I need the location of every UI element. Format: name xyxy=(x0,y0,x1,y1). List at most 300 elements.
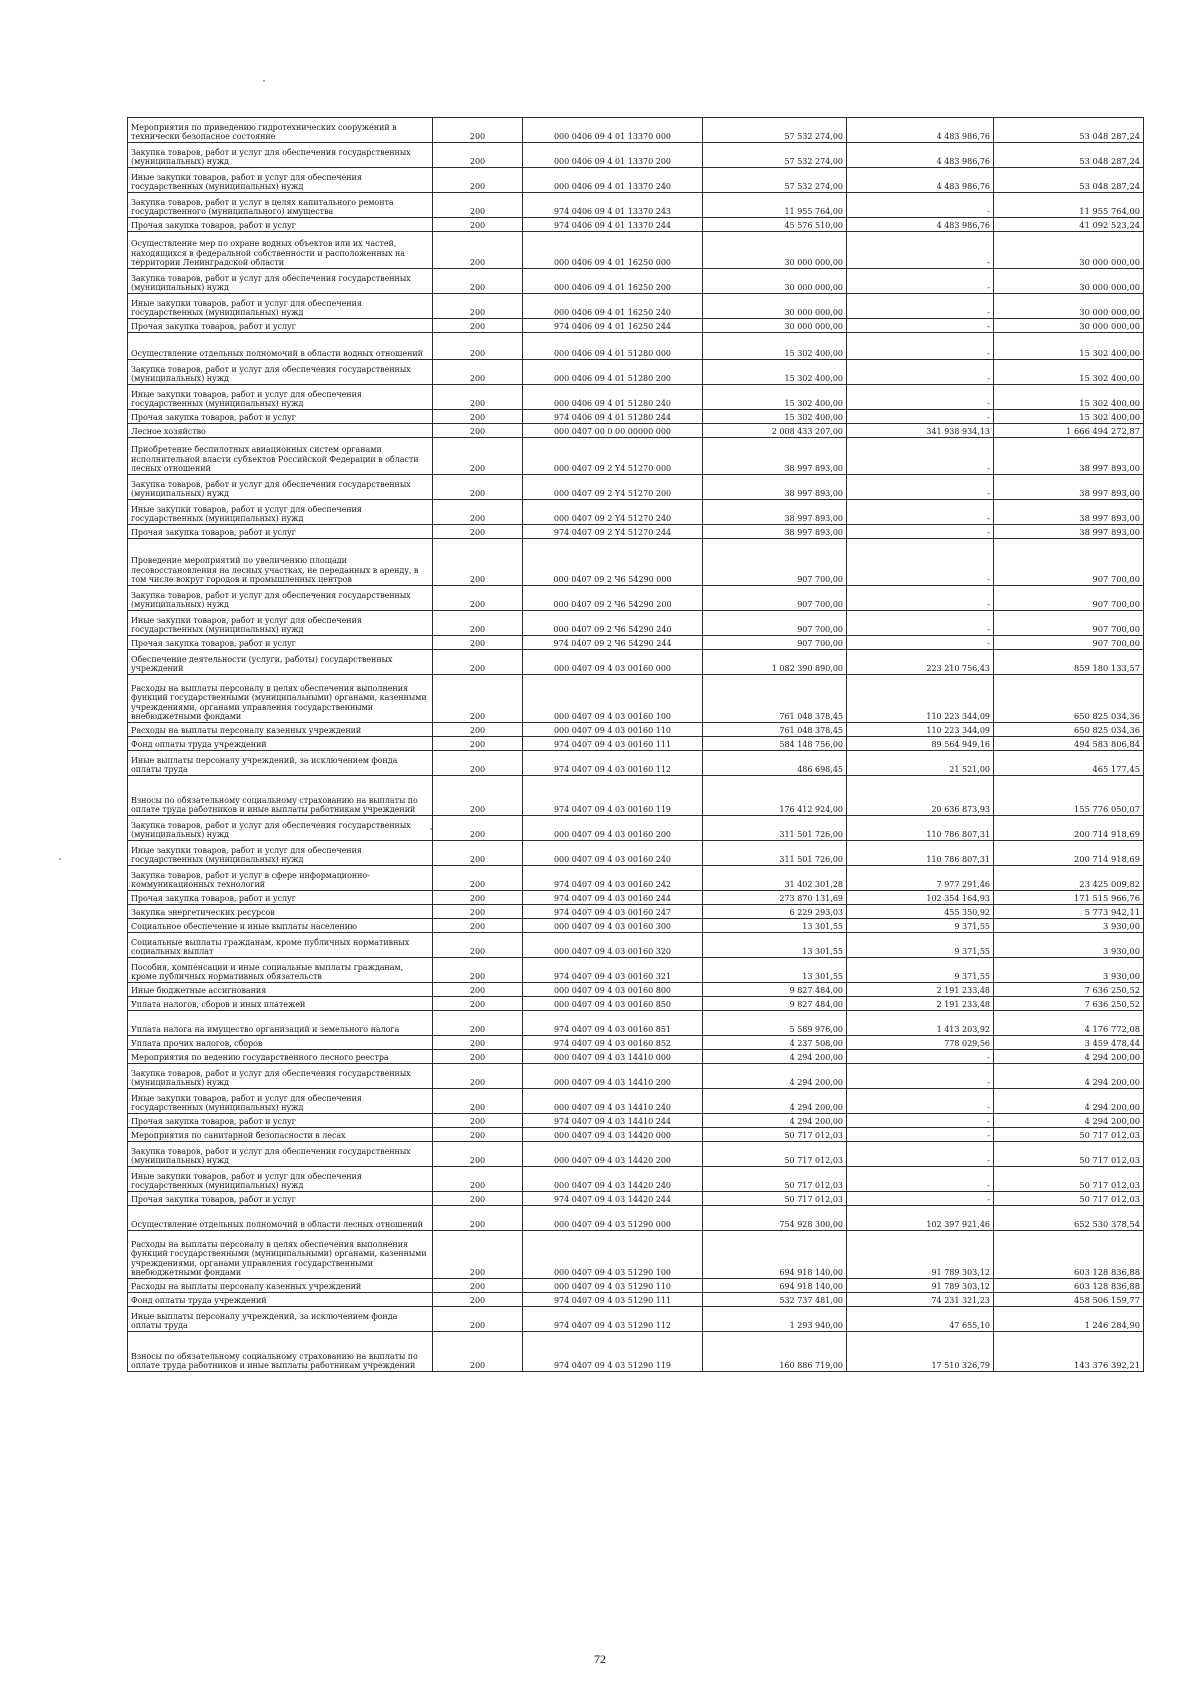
row-approved-amount: 694 918 140,00 xyxy=(703,1231,847,1279)
table-row xyxy=(128,475,1144,500)
row-name: Закупка товаров, работ и услуг для обеспечения государственных (муниципальных) нужд xyxy=(128,475,433,500)
table-row xyxy=(128,333,1144,360)
table-row xyxy=(128,723,1144,737)
row-classification-code: 974 0407 09 2 Ч6 54290 244 xyxy=(523,636,703,650)
row-line-code: 200 xyxy=(433,905,523,919)
row-name: Прочая закупка товаров, работ и услуг xyxy=(128,1192,433,1206)
row-executed-amount: 17 510 326,79 xyxy=(847,1332,994,1372)
row-line-code: 200 xyxy=(433,737,523,751)
row-executed-amount: - xyxy=(847,269,994,294)
row-remaining-amount: 155 776 050,07 xyxy=(994,776,1144,816)
row-classification-code: 000 0407 09 4 03 00160 300 xyxy=(523,919,703,933)
row-remaining-amount: 907 700,00 xyxy=(994,636,1144,650)
row-remaining-amount: 53 048 287,24 xyxy=(994,143,1144,168)
row-classification-code: 000 0406 09 4 01 16250 240 xyxy=(523,294,703,319)
table-row xyxy=(128,143,1144,168)
row-approved-amount: 532 737 481,00 xyxy=(703,1293,847,1307)
row-executed-amount: 4 483 986,76 xyxy=(847,143,994,168)
row-classification-code: 974 0407 09 4 03 00160 112 xyxy=(523,751,703,776)
row-approved-amount: 2 008 433 207,00 xyxy=(703,424,847,438)
row-line-code: 200 xyxy=(433,636,523,650)
row-approved-amount: 15 302 400,00 xyxy=(703,410,847,424)
row-executed-amount: 4 483 986,76 xyxy=(847,118,994,143)
row-name: Уплата прочих налогов, сборов xyxy=(128,1036,433,1050)
row-approved-amount: 11 955 764,00 xyxy=(703,193,847,218)
row-approved-amount: 907 700,00 xyxy=(703,611,847,636)
scan-speck xyxy=(430,828,432,830)
row-classification-code: 974 0407 09 4 03 00160 321 xyxy=(523,958,703,983)
row-remaining-amount: 907 700,00 xyxy=(994,586,1144,611)
row-remaining-amount: 652 530 378,54 xyxy=(994,1206,1144,1231)
table-row xyxy=(128,891,1144,905)
row-line-code: 200 xyxy=(433,723,523,737)
row-name: Иные закупки товаров, работ и услуг для обеспечения государственных (муниципальных) нужд xyxy=(128,294,433,319)
row-name: Расходы на выплаты персоналу казенных учреждений xyxy=(128,723,433,737)
row-classification-code: 000 0406 09 4 01 16250 200 xyxy=(523,269,703,294)
row-line-code: 200 xyxy=(433,539,523,586)
row-line-code: 200 xyxy=(433,1167,523,1192)
row-remaining-amount: 50 717 012,03 xyxy=(994,1167,1144,1192)
row-line-code: 200 xyxy=(433,958,523,983)
row-classification-code: 000 0407 09 4 03 51290 000 xyxy=(523,1206,703,1231)
row-executed-amount: 91 789 303,12 xyxy=(847,1279,994,1293)
table-row xyxy=(128,118,1144,143)
table-row xyxy=(128,500,1144,525)
row-name: Осуществление мер по охране водных объектов или их частей, находящихся в федеральной собственности и расположенных на территории Ленинградской области xyxy=(128,232,433,269)
row-remaining-amount: 7 636 250,52 xyxy=(994,997,1144,1011)
row-classification-code: 000 0407 09 2 Ч6 54290 000 xyxy=(523,539,703,586)
table-row xyxy=(128,1279,1144,1293)
row-approved-amount: 4 294 200,00 xyxy=(703,1114,847,1128)
row-approved-amount: 31 402 301,28 xyxy=(703,866,847,891)
row-line-code: 200 xyxy=(433,891,523,905)
row-line-code: 200 xyxy=(433,1114,523,1128)
row-name: Закупка товаров, работ и услуг для обеспечения государственных (муниципальных) нужд xyxy=(128,360,433,385)
row-approved-amount: 9 827 484,00 xyxy=(703,983,847,997)
row-classification-code: 000 0407 09 2 Ч6 54290 200 xyxy=(523,586,703,611)
row-line-code: 200 xyxy=(433,475,523,500)
row-remaining-amount: 907 700,00 xyxy=(994,611,1144,636)
row-line-code: 200 xyxy=(433,1307,523,1332)
row-line-code: 200 xyxy=(433,983,523,997)
row-approved-amount: 45 576 510,00 xyxy=(703,218,847,232)
row-executed-amount: - xyxy=(847,1167,994,1192)
row-classification-code: 974 0407 09 4 03 14410 244 xyxy=(523,1114,703,1128)
row-approved-amount: 5 589 976,00 xyxy=(703,1011,847,1036)
row-executed-amount: 110 786 807,31 xyxy=(847,816,994,841)
row-executed-amount: 778 029,56 xyxy=(847,1036,994,1050)
row-name: Социальное обеспечение и иные выплаты населению xyxy=(128,919,433,933)
row-classification-code: 000 0406 09 4 01 13370 200 xyxy=(523,143,703,168)
row-approved-amount: 761 048 378,45 xyxy=(703,723,847,737)
row-name: Осуществление отдельных полномочий в области лесных отношений xyxy=(128,1206,433,1231)
row-name: Закупка товаров, работ и услуг для обеспечения государственных (муниципальных) нужд xyxy=(128,1064,433,1089)
table-row xyxy=(128,751,1144,776)
table-row xyxy=(128,1231,1144,1279)
row-classification-code: 000 0407 09 4 03 00160 850 xyxy=(523,997,703,1011)
row-remaining-amount: 603 128 836,88 xyxy=(994,1231,1144,1279)
row-name: Закупка товаров, работ и услуг для обеспечения государственных (муниципальных) нужд xyxy=(128,143,433,168)
row-name: Прочая закупка товаров, работ и услуг xyxy=(128,891,433,905)
row-remaining-amount: 30 000 000,00 xyxy=(994,269,1144,294)
row-name: Закупка энергетических ресурсов xyxy=(128,905,433,919)
row-executed-amount: - xyxy=(847,539,994,586)
row-line-code: 200 xyxy=(433,385,523,410)
row-classification-code: 000 0406 09 4 01 51280 000 xyxy=(523,333,703,360)
row-line-code: 200 xyxy=(433,933,523,958)
table-row xyxy=(128,776,1144,816)
table-row xyxy=(128,841,1144,866)
row-executed-amount: - xyxy=(847,475,994,500)
row-approved-amount: 311 501 726,00 xyxy=(703,841,847,866)
row-line-code: 200 xyxy=(433,1089,523,1114)
row-classification-code: 000 0407 00 0 00 00000 000 xyxy=(523,424,703,438)
row-remaining-amount: 53 048 287,24 xyxy=(994,118,1144,143)
row-executed-amount: 21 521,00 xyxy=(847,751,994,776)
table-row xyxy=(128,1167,1144,1192)
row-line-code: 200 xyxy=(433,816,523,841)
row-name: Иные выплаты персоналу учреждений, за исключением фонда оплаты труда xyxy=(128,751,433,776)
row-approved-amount: 50 717 012,03 xyxy=(703,1192,847,1206)
row-approved-amount: 30 000 000,00 xyxy=(703,232,847,269)
row-classification-code: 000 0407 09 2 Y4 51270 200 xyxy=(523,475,703,500)
table-row xyxy=(128,525,1144,539)
row-line-code: 200 xyxy=(433,611,523,636)
row-approved-amount: 13 301,55 xyxy=(703,958,847,983)
row-executed-amount: 4 483 986,76 xyxy=(847,168,994,193)
row-line-code: 200 xyxy=(433,143,523,168)
row-name: Закупка товаров, работ и услуг в сфере информационно-коммуникационных технологий xyxy=(128,866,433,891)
table-row xyxy=(128,586,1144,611)
row-remaining-amount: 4 294 200,00 xyxy=(994,1064,1144,1089)
row-remaining-amount: 38 997 893,00 xyxy=(994,438,1144,475)
table-row xyxy=(128,1192,1144,1206)
row-line-code: 200 xyxy=(433,866,523,891)
table-row xyxy=(128,410,1144,424)
row-name: Уплата налога на имущество организаций и земельного налога xyxy=(128,1011,433,1036)
row-classification-code: 974 0407 09 4 03 00160 242 xyxy=(523,866,703,891)
table-row xyxy=(128,866,1144,891)
row-name: Мероприятия по санитарной безопасности в лесах xyxy=(128,1128,433,1142)
row-remaining-amount: 38 997 893,00 xyxy=(994,500,1144,525)
row-line-code: 200 xyxy=(433,997,523,1011)
row-classification-code: 974 0406 09 4 01 51280 244 xyxy=(523,410,703,424)
row-classification-code: 000 0406 09 4 01 51280 240 xyxy=(523,385,703,410)
row-remaining-amount: 494 583 806,84 xyxy=(994,737,1144,751)
row-remaining-amount: 650 825 034,36 xyxy=(994,723,1144,737)
row-approved-amount: 486 698,45 xyxy=(703,751,847,776)
row-remaining-amount: 4 294 200,00 xyxy=(994,1050,1144,1064)
row-remaining-amount: 458 506 159,77 xyxy=(994,1293,1144,1307)
row-classification-code: 000 0407 09 4 03 51290 100 xyxy=(523,1231,703,1279)
row-line-code: 200 xyxy=(433,919,523,933)
table-row xyxy=(128,438,1144,475)
table-row xyxy=(128,1011,1144,1036)
row-approved-amount: 38 997 893,00 xyxy=(703,475,847,500)
row-remaining-amount: 4 294 200,00 xyxy=(994,1089,1144,1114)
row-approved-amount: 15 302 400,00 xyxy=(703,333,847,360)
row-name: Прочая закупка товаров, работ и услуг xyxy=(128,410,433,424)
row-executed-amount: 2 191 233,48 xyxy=(847,997,994,1011)
row-executed-amount: - xyxy=(847,1142,994,1167)
row-line-code: 200 xyxy=(433,675,523,723)
row-approved-amount: 4 294 200,00 xyxy=(703,1050,847,1064)
row-line-code: 200 xyxy=(433,232,523,269)
row-approved-amount: 38 997 893,00 xyxy=(703,438,847,475)
scan-speck xyxy=(59,858,61,860)
row-line-code: 200 xyxy=(433,269,523,294)
row-approved-amount: 38 997 893,00 xyxy=(703,500,847,525)
row-executed-amount: - xyxy=(847,333,994,360)
row-name: Взносы по обязательному социальному страхованию на выплаты по оплате труда работников и иные выплаты работникам учреждений xyxy=(128,1332,433,1372)
row-approved-amount: 30 000 000,00 xyxy=(703,319,847,333)
row-classification-code: 000 0407 09 4 03 00160 320 xyxy=(523,933,703,958)
row-name: Прочая закупка товаров, работ и услуг xyxy=(128,525,433,539)
row-line-code: 200 xyxy=(433,218,523,232)
row-remaining-amount: 53 048 287,24 xyxy=(994,168,1144,193)
row-executed-amount: 20 636 873,93 xyxy=(847,776,994,816)
row-classification-code: 000 0407 09 4 03 00160 240 xyxy=(523,841,703,866)
row-name: Иные закупки товаров, работ и услуг для обеспечения государственных (муниципальных) нужд xyxy=(128,385,433,410)
row-executed-amount: 102 397 921,46 xyxy=(847,1206,994,1231)
table-row xyxy=(128,1332,1144,1372)
row-classification-code: 000 0407 09 2 Y4 51270 000 xyxy=(523,438,703,475)
table-row xyxy=(128,816,1144,841)
row-remaining-amount: 603 128 836,88 xyxy=(994,1279,1144,1293)
row-executed-amount: - xyxy=(847,232,994,269)
row-classification-code: 000 0407 09 4 03 14420 240 xyxy=(523,1167,703,1192)
row-name: Закупка товаров, работ и услуг для обеспечения государственных (муниципальных) нужд xyxy=(128,1142,433,1167)
row-name: Закупка товаров, работ и услуг для обеспечения государственных (муниципальных) нужд xyxy=(128,586,433,611)
row-remaining-amount: 30 000 000,00 xyxy=(994,232,1144,269)
row-approved-amount: 4 294 200,00 xyxy=(703,1064,847,1089)
row-line-code: 200 xyxy=(433,1011,523,1036)
row-name: Иные закупки товаров, работ и услуг для обеспечения государственных (муниципальных) нужд xyxy=(128,1167,433,1192)
row-classification-code: 974 0407 09 2 Y4 51270 244 xyxy=(523,525,703,539)
table-row xyxy=(128,424,1144,438)
row-line-code: 200 xyxy=(433,1231,523,1279)
row-executed-amount: - xyxy=(847,438,994,475)
row-classification-code: 000 0407 09 4 03 51290 110 xyxy=(523,1279,703,1293)
row-executed-amount: - xyxy=(847,636,994,650)
row-name: Иные закупки товаров, работ и услуг для обеспечения государственных (муниципальных) нужд xyxy=(128,611,433,636)
row-executed-amount: 2 191 233,48 xyxy=(847,983,994,997)
row-line-code: 200 xyxy=(433,841,523,866)
row-name: Иные закупки товаров, работ и услуг для обеспечения государственных (муниципальных) нужд xyxy=(128,168,433,193)
table-row xyxy=(128,294,1144,319)
row-classification-code: 974 0407 09 4 03 51290 119 xyxy=(523,1332,703,1372)
row-name: Уплата налогов, сборов и иных платежей xyxy=(128,997,433,1011)
page-number: 72 xyxy=(594,1652,606,1666)
row-remaining-amount: 38 997 893,00 xyxy=(994,525,1144,539)
table-row xyxy=(128,218,1144,232)
row-remaining-amount: 3 930,00 xyxy=(994,958,1144,983)
row-remaining-amount: 200 714 918,69 xyxy=(994,841,1144,866)
row-approved-amount: 907 700,00 xyxy=(703,636,847,650)
row-name: Прочая закупка товаров, работ и услуг xyxy=(128,319,433,333)
table-row xyxy=(128,1064,1144,1089)
row-executed-amount: 110 786 807,31 xyxy=(847,841,994,866)
table-row xyxy=(128,636,1144,650)
row-name: Мероприятия по приведению гидротехнических сооружений в технически безопасное состояние xyxy=(128,118,433,143)
row-line-code: 200 xyxy=(433,1206,523,1231)
row-name: Иные закупки товаров, работ и услуг для обеспечения государственных (муниципальных) нужд xyxy=(128,500,433,525)
row-classification-code: 000 0407 09 4 03 14420 000 xyxy=(523,1128,703,1142)
row-executed-amount: - xyxy=(847,586,994,611)
table-row xyxy=(128,319,1144,333)
row-remaining-amount: 50 717 012,03 xyxy=(994,1142,1144,1167)
row-line-code: 200 xyxy=(433,751,523,776)
row-classification-code: 000 0407 09 4 03 14420 200 xyxy=(523,1142,703,1167)
row-executed-amount: - xyxy=(847,360,994,385)
row-name: Закупка товаров, работ и услуг для обеспечения государственных (муниципальных) нужд xyxy=(128,816,433,841)
row-executed-amount: - xyxy=(847,294,994,319)
table-row xyxy=(128,193,1144,218)
row-remaining-amount: 859 180 133,57 xyxy=(994,650,1144,675)
row-approved-amount: 50 717 012,03 xyxy=(703,1142,847,1167)
row-remaining-amount: 15 302 400,00 xyxy=(994,385,1144,410)
row-executed-amount: - xyxy=(847,385,994,410)
row-name: Прочая закупка товаров, работ и услуг xyxy=(128,1114,433,1128)
row-line-code: 200 xyxy=(433,319,523,333)
row-line-code: 200 xyxy=(433,1192,523,1206)
row-remaining-amount: 3 930,00 xyxy=(994,919,1144,933)
row-line-code: 200 xyxy=(433,360,523,385)
row-remaining-amount: 4 294 200,00 xyxy=(994,1114,1144,1128)
row-classification-code: 000 0407 09 4 03 00160 200 xyxy=(523,816,703,841)
row-approved-amount: 1 082 390 890,00 xyxy=(703,650,847,675)
row-classification-code: 974 0407 09 4 03 00160 244 xyxy=(523,891,703,905)
row-classification-code: 000 0407 09 4 03 00160 110 xyxy=(523,723,703,737)
row-name: Расходы на выплаты персоналу в целях обеспечения выполнения функций государственными (муниципальными) органами, казенными учреждениями, органами управления государственными внебюджетными фондами xyxy=(128,1231,433,1279)
table-row xyxy=(128,360,1144,385)
row-approved-amount: 694 918 140,00 xyxy=(703,1279,847,1293)
row-executed-amount: 91 789 303,12 xyxy=(847,1231,994,1279)
row-approved-amount: 50 717 012,03 xyxy=(703,1128,847,1142)
row-remaining-amount: 7 636 250,52 xyxy=(994,983,1144,997)
row-line-code: 200 xyxy=(433,294,523,319)
row-approved-amount: 50 717 012,03 xyxy=(703,1167,847,1192)
row-name: Социальные выплаты гражданам, кроме публичных нормативных социальных выплат xyxy=(128,933,433,958)
row-approved-amount: 176 412 924,00 xyxy=(703,776,847,816)
row-classification-code: 000 0407 09 4 03 14410 200 xyxy=(523,1064,703,1089)
row-remaining-amount: 50 717 012,03 xyxy=(994,1192,1144,1206)
row-approved-amount: 1 293 940,00 xyxy=(703,1307,847,1332)
row-approved-amount: 311 501 726,00 xyxy=(703,816,847,841)
row-approved-amount: 9 827 484,00 xyxy=(703,997,847,1011)
row-line-code: 200 xyxy=(433,650,523,675)
row-classification-code: 000 0406 09 4 01 16250 000 xyxy=(523,232,703,269)
table-row xyxy=(128,1293,1144,1307)
row-line-code: 200 xyxy=(433,586,523,611)
row-executed-amount: - xyxy=(847,1064,994,1089)
budget-table-body xyxy=(128,118,1144,1372)
row-line-code: 200 xyxy=(433,410,523,424)
table-row xyxy=(128,997,1144,1011)
table-row xyxy=(128,1089,1144,1114)
row-name: Фонд оплаты труда учреждений xyxy=(128,1293,433,1307)
row-approved-amount: 57 532 274,00 xyxy=(703,118,847,143)
table-row xyxy=(128,1128,1144,1142)
table-row xyxy=(128,905,1144,919)
row-approved-amount: 30 000 000,00 xyxy=(703,294,847,319)
row-remaining-amount: 465 177,45 xyxy=(994,751,1144,776)
row-line-code: 200 xyxy=(433,333,523,360)
row-executed-amount: - xyxy=(847,500,994,525)
row-remaining-amount: 171 515 966,76 xyxy=(994,891,1144,905)
row-executed-amount: 9 371,55 xyxy=(847,933,994,958)
table-row xyxy=(128,1206,1144,1231)
table-row xyxy=(128,958,1144,983)
row-approved-amount: 160 886 719,00 xyxy=(703,1332,847,1372)
row-approved-amount: 30 000 000,00 xyxy=(703,269,847,294)
table-row xyxy=(128,933,1144,958)
row-executed-amount: 455 350,92 xyxy=(847,905,994,919)
row-remaining-amount: 4 176 772,08 xyxy=(994,1011,1144,1036)
row-name: Прочая закупка товаров, работ и услуг xyxy=(128,636,433,650)
table-row xyxy=(128,385,1144,410)
row-executed-amount: 9 371,55 xyxy=(847,958,994,983)
row-remaining-amount: 41 092 523,24 xyxy=(994,218,1144,232)
row-name: Иные бюджетные ассигнования xyxy=(128,983,433,997)
row-classification-code: 000 0406 09 4 01 13370 000 xyxy=(523,118,703,143)
row-executed-amount: - xyxy=(847,410,994,424)
row-executed-amount: 4 483 986,76 xyxy=(847,218,994,232)
row-classification-code: 974 0406 09 4 01 16250 244 xyxy=(523,319,703,333)
row-remaining-amount: 1 666 494 272,87 xyxy=(994,424,1144,438)
row-approved-amount: 584 148 756,00 xyxy=(703,737,847,751)
row-classification-code: 974 0407 09 4 03 14420 244 xyxy=(523,1192,703,1206)
row-executed-amount: - xyxy=(847,319,994,333)
row-remaining-amount: 11 955 764,00 xyxy=(994,193,1144,218)
row-approved-amount: 6 229 293,03 xyxy=(703,905,847,919)
row-remaining-amount: 3 459 478,44 xyxy=(994,1036,1144,1050)
row-approved-amount: 754 928 300,00 xyxy=(703,1206,847,1231)
row-name: Проведение мероприятий по увеличению площади лесовосстановления на лесных участках, не переданных в аренду, в том числе вокруг городов и промышленных центров xyxy=(128,539,433,586)
row-line-code: 200 xyxy=(433,193,523,218)
row-classification-code: 000 0407 09 4 03 00160 100 xyxy=(523,675,703,723)
table-row xyxy=(128,675,1144,723)
row-classification-code: 000 0406 09 4 01 51280 200 xyxy=(523,360,703,385)
table-row xyxy=(128,1114,1144,1128)
row-executed-amount: 1 413 203,92 xyxy=(847,1011,994,1036)
row-executed-amount: 7 977 291,46 xyxy=(847,866,994,891)
table-row xyxy=(128,539,1144,586)
row-line-code: 200 xyxy=(433,424,523,438)
row-approved-amount: 15 302 400,00 xyxy=(703,385,847,410)
row-approved-amount: 4 237 508,00 xyxy=(703,1036,847,1050)
row-approved-amount: 13 301,55 xyxy=(703,919,847,933)
row-classification-code: 000 0406 09 4 01 13370 240 xyxy=(523,168,703,193)
scan-speck xyxy=(263,80,265,82)
row-executed-amount: 110 223 344,09 xyxy=(847,675,994,723)
row-executed-amount: 47 655,10 xyxy=(847,1307,994,1332)
row-executed-amount: 341 938 934,13 xyxy=(847,424,994,438)
row-name: Обеспечение деятельности (услуги, работы) государственных учреждений xyxy=(128,650,433,675)
row-classification-code: 000 0407 09 4 03 14410 000 xyxy=(523,1050,703,1064)
row-approved-amount: 907 700,00 xyxy=(703,539,847,586)
row-line-code: 200 xyxy=(433,1142,523,1167)
row-approved-amount: 4 294 200,00 xyxy=(703,1089,847,1114)
row-name: Взносы по обязательному социальному страхованию на выплаты по оплате труда работников и иные выплаты работникам учреждений xyxy=(128,776,433,816)
row-name: Приобретение беспилотных авиационных систем органами исполнительной власти субъектов Российской Федерации в области лесных отношений xyxy=(128,438,433,475)
row-name: Осуществление отдельных полномочий в области водных отношений xyxy=(128,333,433,360)
row-line-code: 200 xyxy=(433,500,523,525)
row-remaining-amount: 30 000 000,00 xyxy=(994,294,1144,319)
row-executed-amount: 223 210 756,43 xyxy=(847,650,994,675)
report-sheet xyxy=(127,117,1143,1372)
row-classification-code: 000 0407 09 2 Ч6 54290 240 xyxy=(523,611,703,636)
